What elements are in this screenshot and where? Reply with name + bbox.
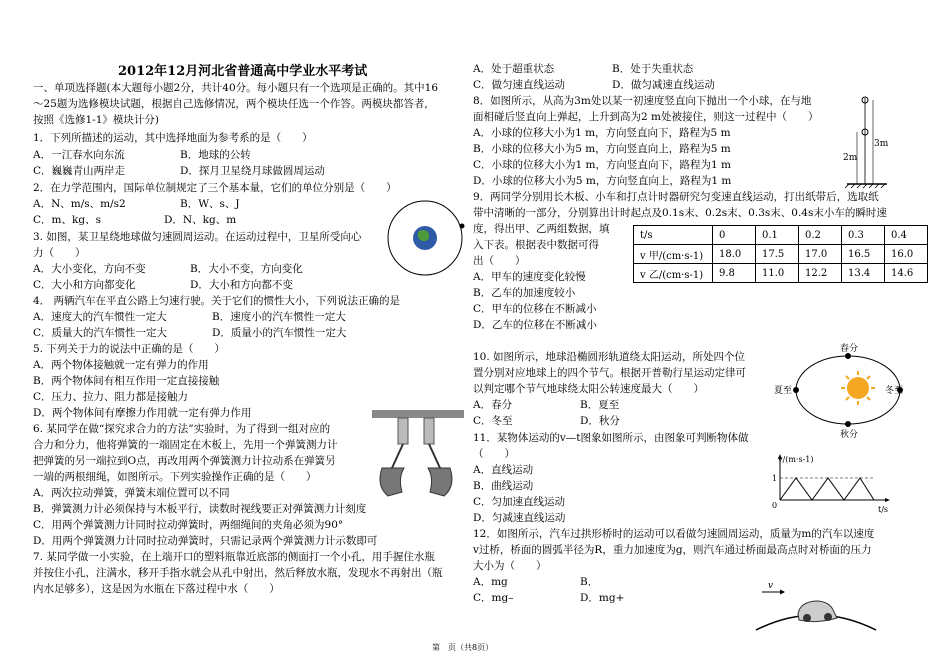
q2-option-b: B．W、s、J [180, 198, 240, 210]
q6-stem-line1: 6. 某同学在做“探究求合力的方法”实验时，为了得到一组对应的 [33, 423, 331, 435]
velocity-label: v [768, 581, 774, 591]
q6-option-a: A．两次拉动弹簧，弹簧末端位置可以不同 [33, 487, 230, 499]
q5-option-c: C．压力、拉力、阻力都是接触力 [33, 391, 189, 403]
board-edge [372, 410, 464, 418]
label-summer: 夏至 [774, 386, 793, 396]
table-row [634, 245, 928, 264]
section-intro-line1: 一、单项选择题(本大题每小题2分，共计40分。每小题只有一个选项是正确的。其中16 [33, 82, 438, 94]
table-cell: 0 [713, 226, 756, 245]
q9-stem-line3: 度，得出甲、乙两组数据，填 [473, 223, 610, 235]
q12-option-c: C．mg– [473, 592, 514, 604]
q6-option-c: C．用两个弹簧测力计同时拉动弹簧时，两细绳间的夹角必须为90° [33, 519, 344, 531]
q1-option-c: C．巍巍青山两岸走 [33, 165, 126, 177]
q12-option-d: D．mg+ [580, 592, 625, 604]
q7-stem-line1: 7. 某同学做一小实验，在上端开口的塑料瓶靠近底部的侧面打一个小孔，用手握住水瓶 [33, 551, 435, 563]
table-row [634, 226, 928, 245]
q11-stem-line1: 11．某物体运动的v—t图象如图所示，由图象可判断物体做 [473, 432, 749, 444]
right-spring-scale-icon [424, 418, 434, 444]
q3-option-a: A．大小变化，方向不变 [33, 263, 146, 275]
table-cell: 0.3 [842, 226, 885, 245]
q6-option-b: B．弹簧测力计必须保持与木板平行，读数时视线要正对弹簧测力计刻度 [33, 503, 367, 515]
q6-stem-line2: 合力和分力，他将弹簧的一端固定在木板上，先用一个弹簧测力计 [33, 439, 338, 451]
earth-orbit-figure [770, 342, 910, 438]
q4-option-a: A．速度大的汽车惯性一定大 [33, 311, 167, 323]
q1-stem: 1．下列所描述的运动，其中选择地面为参考系的是（ ） [33, 132, 313, 144]
car-wheel-left-icon [803, 614, 811, 622]
velocity-table [633, 225, 928, 283]
q6-stem-line3: 把弹簧的另一端拉到O点，再改用两个弹簧测力计拉动系在弹簧另 [33, 455, 336, 467]
q3-option-c: C．大小和方向都变化 [33, 279, 136, 291]
ball-drop-figure [843, 92, 891, 188]
v-axis-label: v/(m·s-1) [778, 455, 814, 464]
q10-option-b: B．夏至 [580, 399, 620, 411]
label-winter: 冬至 [885, 386, 904, 396]
q8-stem-line1: 8．如图所示，从高为3m处以某一初速度竖直向下抛出一个小球，在与地 [473, 95, 812, 107]
q12-stem-line1: 12．如图所示，汽车过拱形桥时的运动可以看做匀速圆周运动，质量为m的汽车以速度 [473, 528, 875, 540]
q9-stem-line5: 出（ ） [473, 255, 526, 267]
section-intro-line2: ～25题为选修模块试题，根据自己选修情况，两个模块任选一个作答。两模块都答者, [33, 98, 428, 110]
table-cell: t/s [634, 226, 713, 245]
q3-option-d: D．大小和方向都不变 [190, 279, 293, 291]
q9-stem-line4: 入下表。根据表中数据可得 [473, 239, 599, 251]
table-cell: 0.4 [885, 226, 928, 245]
q4-option-d: D．质量小的汽车惯性一定大 [212, 327, 347, 339]
q11-stem-line2: （ ） [473, 448, 515, 460]
table-cell: 0.1 [756, 226, 799, 245]
q7-stem-line3: 内水足够多），这是因为水瓶在下落过程中水（ ） [33, 583, 280, 595]
sun-icon [847, 377, 869, 399]
q10-option-c: C．冬至 [473, 415, 513, 427]
earth-summer-icon [793, 387, 799, 393]
table-cell: 16.0 [885, 245, 928, 264]
label-spring: 春分 [840, 344, 859, 354]
q5-stem: 5. 下列关于力的说法中正确的是（ ） [33, 343, 225, 355]
q5-option-d: D．两个物体间有摩擦力作用就一定有弹力作用 [33, 407, 252, 419]
table-cell: 12.2 [799, 264, 842, 283]
earth-land-shape [418, 230, 429, 241]
q10-option-a: A．春分 [473, 399, 513, 411]
table-cell: 17.5 [756, 245, 799, 264]
table-cell: v 乙/(cm·s-1) [634, 264, 713, 283]
q10-stem-line1: 10. 如图所示，地球沿椭圆形轨道绕太阳运动，所处四个位 [473, 351, 746, 363]
table-cell: v 甲/(cm·s-1) [634, 245, 713, 264]
q2-stem: 2．在力学范围内，国际单位制规定了三个基本量，它们的单位分别是（ ） [33, 182, 397, 194]
table-cell: 13.4 [842, 264, 885, 283]
q9-option-d: D．乙车的位移在不断减小 [473, 319, 597, 331]
q2-option-d: D．N、kg、m [164, 214, 237, 226]
q2-option-a: A．N、m/s、m/s2 [33, 198, 126, 210]
spring-balance-figure [372, 410, 464, 498]
q7-option-c: C．做匀速直线运动 [473, 79, 566, 91]
label-2m: 2m [843, 153, 858, 163]
q4-stem: 4． 两辆汽车在平直公路上匀速行驶。关于它们的惯性大小，下列说法正确的是 [33, 295, 401, 307]
right-hand-icon [428, 468, 452, 496]
satellite-orbit-figure [380, 196, 470, 280]
q8-stem-line2: 面相碰后竖直向上弹起，上升到高为2 m处被接住，则这一过程中（ ） [473, 111, 819, 123]
q12-stem-line3: 大小为（ ） [473, 560, 547, 572]
table-row [634, 264, 928, 283]
vt-zigzag-line [780, 478, 874, 500]
q9-option-a: A．甲车的速度变化较慢 [473, 271, 586, 283]
q8-option-c: C．小球的位移大小为1 m，方向竖直向下，路程为1 m [473, 159, 731, 171]
origin-label: 0 [772, 501, 778, 510]
q3-stem-line1: 3. 如图，某卫星绕地球做匀速圆周运动。在运动过程中，卫星所受向心 [33, 231, 362, 243]
table-cell: 9.8 [713, 264, 756, 283]
q1-option-a: A．一江春水向东流 [33, 149, 125, 161]
q3-stem-line2: 力（ ） [33, 247, 86, 259]
table-cell: 14.6 [885, 264, 928, 283]
q11-option-d: D．匀减速直线运动 [473, 512, 566, 524]
section-intro-line3: 按照《选修1-1》模块计分) [33, 114, 160, 126]
table-cell: 17.0 [799, 245, 842, 264]
q8-option-d: D．小球的位移大小为5 m，方向竖直向上，路程为1 m [473, 175, 732, 187]
exam-title: 2012年12月河北省普通高中学业水平考试 [118, 64, 368, 79]
v-tick-1: 1 [772, 474, 778, 483]
q1-option-d: D．探月卫星绕月球做圆周运动 [180, 165, 325, 177]
q10-stem-line2: 置分别对应地球上的四个节气。根据开普勒行星运动定律可 [473, 367, 746, 379]
q12-option-a: A．mg [473, 576, 508, 588]
page-footer: 第 页（共8页） [432, 643, 494, 652]
t-axis-arrow [885, 498, 890, 502]
q7-option-a: A．处于超重状态 [473, 63, 555, 75]
vt-graph-figure [766, 452, 896, 522]
q7-option-d: D．做匀减速直线运动 [612, 79, 715, 91]
q9-option-b: B．乙车的加速度较小 [473, 287, 576, 299]
satellite-icon [460, 224, 465, 229]
q9-stem-line1: 9．两同学分别用长木板、小车和打点计时器研究匀变速直线运动，打出纸带后，选取纸 [473, 191, 879, 203]
earth-autumn-icon [845, 421, 851, 427]
q1-option-b: B．地球的公转 [180, 149, 251, 161]
q5-option-a: A．两个物体接触就一定有弹力的作用 [33, 359, 209, 371]
q8-option-b: B．小球的位移大小为5 m，方向竖直向上，路程为5 m [473, 143, 731, 155]
q9-option-c: C．甲车的位移在不断减小 [473, 303, 597, 315]
car-bridge-figure [752, 578, 882, 634]
q11-option-c: C．匀加速直线运动 [473, 496, 566, 508]
q5-option-b: B．两个物体间有相互作用一定直接接触 [33, 375, 220, 387]
q7-option-b: B．处于失重状态 [612, 63, 694, 75]
q10-option-d: D．秋分 [580, 415, 620, 427]
table-cell: 0.2 [799, 226, 842, 245]
velocity-arrow-head [780, 590, 785, 595]
q12-option-b: B． [580, 576, 599, 588]
t-axis-label: t/s [878, 505, 889, 514]
q7-stem-line2: 并按住小孔，注满水，移开手指水就会从孔中射出，然后释放水瓶，发现水不再射出（瓶 [33, 567, 443, 579]
q11-option-b: B．曲线运动 [473, 480, 534, 492]
label-autumn: 秋分 [840, 430, 859, 440]
q10-stem-line3: 以判定哪个节气地球绕太阳公转速度最大（ ） [473, 383, 704, 395]
strings [392, 444, 440, 468]
table-cell: 16.5 [842, 245, 885, 264]
left-spring-scale-icon [398, 418, 408, 444]
left-hand-icon [380, 468, 404, 496]
q9-stem-line2: 带中清晰的一部分，分别算出计时起点及0.1s末、0.2s末、0.3s末、0.4s末小车的瞬时速 [473, 207, 887, 219]
q2-option-c: C．m、kg、s [33, 214, 101, 226]
q6-option-d: D．用两个弹簧测力计同时拉动弹簧时，只需记录两个弹簧测力计示数即可 [33, 535, 378, 547]
car-wheel-right-icon [824, 613, 832, 621]
q12-stem-line2: v过桥，桥面的圆弧半径为R，重力加速度为g，则汽车通过桥面最高点时对桥面的压力 [473, 544, 872, 556]
q3-option-b: B．大小不变，方向变化 [190, 263, 303, 275]
q8-option-a: A．小球的位移大小为1 m，方向竖直向下，路程为5 m [473, 127, 731, 139]
table-cell: 18.0 [713, 245, 756, 264]
q11-option-a: A．直线运动 [473, 464, 534, 476]
q4-option-c: C．质量大的汽车惯性一定大 [33, 327, 168, 339]
table-cell: 11.0 [756, 264, 799, 283]
q4-option-b: B．速度小的汽车惯性一定大 [212, 311, 346, 323]
label-3m: 3m [874, 139, 889, 149]
q6-stem-line4: 一端的两根细绳，如图所示。下列实验操作正确的是（ ） [33, 471, 317, 483]
